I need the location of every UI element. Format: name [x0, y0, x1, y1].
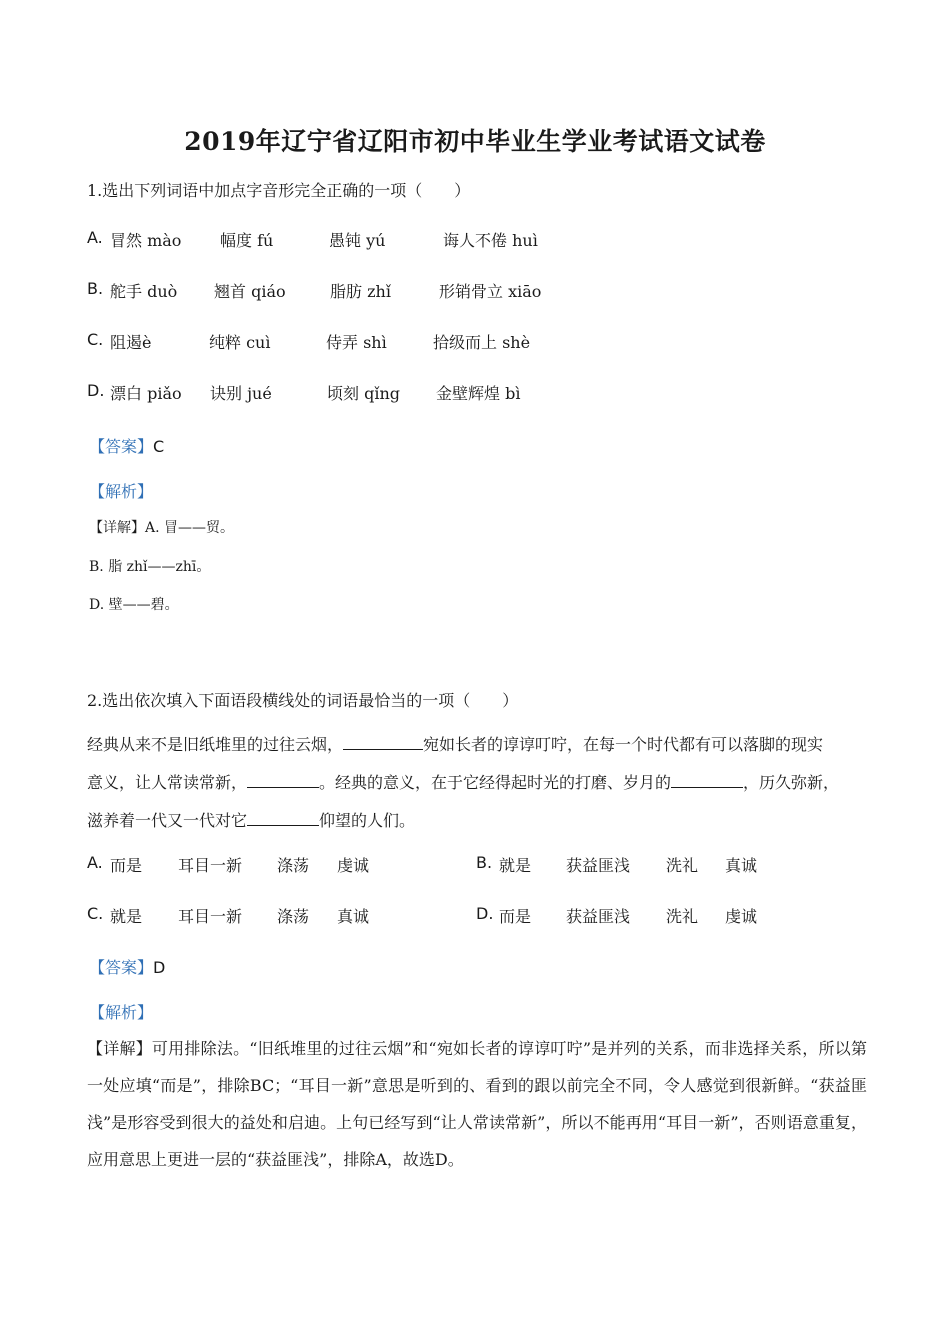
- option-letter: C.: [87, 904, 104, 923]
- q1-c-item-4: 拾级而上 shè: [433, 333, 531, 352]
- q2-d-item-3: 洗礼: [666, 907, 699, 926]
- q2-option-b: [476, 853, 498, 872]
- q1-detail-2: B. 脂 zhǐ——zhī。: [89, 559, 211, 575]
- q1-d-item-4: 金壁辉煌 bì: [436, 384, 521, 403]
- q2-b-item-3: 洗礼: [666, 856, 699, 875]
- detail-text: 可用排除法。“旧纸堆里的过往云烟”和“宛如长者的谆谆叮咛”是并列的关系，而非选择关系，所以第一处应填“而是”，排除BC；“耳目一新”意思是听到的、看到的跟以前完全不同，令人感觉到很新鲜。“获益匪浅”是形容受到很大的益处和启迪。上句已经写到“让人常读常新”，所以不能再用“耳目一新”，否则语意重复，应用意思上更进一层的“获益匪浅”，排除A，故选D。: [87, 1039, 867, 1169]
- q1-analysis-label: 【解析】: [89, 482, 154, 501]
- q1-b-item-4: 形销骨立 xiāo: [439, 282, 542, 301]
- q2-passage-line-1: [87, 732, 823, 755]
- fill-blank-1: [343, 733, 423, 750]
- answer-value: C: [153, 437, 165, 456]
- option-letter: D.: [87, 381, 105, 400]
- answer-value: D: [153, 958, 166, 977]
- answer-label: 【答案】: [89, 437, 154, 456]
- q2-detail-paragraph: [87, 1030, 867, 1178]
- passage-text: 经典从来不是旧纸堆里的过往云烟，: [87, 735, 344, 754]
- q1-c-item-2: 纯粹 cuì: [209, 333, 271, 352]
- passage-text: 滋养着一代又一代对它: [87, 811, 248, 830]
- q1-a-item-2: 幅度 fú: [220, 231, 274, 250]
- q2-a-item-1: 而是: [110, 856, 143, 875]
- q1-option-c: [87, 330, 109, 349]
- q2-b-item-1: 就是: [499, 856, 532, 875]
- q2-passage-line-3: [87, 808, 415, 831]
- option-letter: C.: [87, 330, 104, 349]
- q2-a-item-4: 虔诚: [337, 856, 370, 875]
- q1-d-item-1: 漂白 piǎo: [110, 384, 182, 403]
- q2-c-item-1: 就是: [110, 907, 143, 926]
- q2-c-item-3: 涤荡: [277, 907, 310, 926]
- passage-text: ，历久弥新，: [743, 773, 840, 792]
- q2-option-c: [87, 904, 109, 923]
- passage-text: 宛如长者的谆谆叮咛，在每一个时代都有可以落脚的现实: [423, 735, 824, 754]
- option-letter: A.: [87, 228, 103, 247]
- q1-option-a: [87, 228, 109, 247]
- q2-c-item-4: 真诚: [337, 907, 370, 926]
- q2-passage-line-2: [87, 770, 839, 793]
- q1-a-item-1: 冒然 mào: [110, 231, 182, 250]
- q2-d-item-2: 获益匪浅: [566, 907, 631, 926]
- fill-blank-4: [247, 809, 319, 826]
- q1-b-item-2: 翘首 qiáo: [214, 282, 286, 301]
- option-letter: A.: [87, 853, 103, 872]
- q2-option-a: [87, 853, 109, 872]
- option-letter: B.: [476, 853, 493, 872]
- q1-c-item-3: 侍弄 shì: [326, 333, 387, 352]
- q1-c-item-1: 阻遏è: [110, 333, 152, 352]
- q2-b-item-2: 获益匪浅: [566, 856, 631, 875]
- option-letter: B.: [87, 279, 104, 298]
- q1-a-item-4: 诲人不倦 huì: [443, 231, 538, 250]
- q2-answer: [89, 955, 165, 978]
- detail-label: 【详解】: [87, 1039, 152, 1058]
- q2-a-item-2: 耳目一新: [178, 856, 243, 875]
- passage-text: 意义，让人常读常新，: [87, 773, 248, 792]
- q2-option-d: [476, 904, 499, 923]
- answer-label: 【答案】: [89, 958, 154, 977]
- q1-b-item-1: 舵手 duò: [110, 282, 178, 301]
- q1-b-item-3: 脂肪 zhǐ: [330, 282, 391, 301]
- q1-d-item-3: 顷刻 qǐng: [327, 384, 400, 403]
- q2-analysis-label: 【解析】: [89, 1003, 154, 1022]
- question-2-stem: 2.选出依次填入下面语段横线处的词语最恰当的一项（ ）: [87, 691, 519, 710]
- page-title: 2019年辽宁省辽阳市初中毕业生学业考试语文试卷: [184, 127, 766, 156]
- q1-option-d: [87, 381, 110, 400]
- option-letter: D.: [476, 904, 494, 923]
- q1-detail-3: D. 壁——碧。: [89, 597, 179, 613]
- passage-text: 仰望的人们。: [319, 811, 416, 830]
- q2-a-item-3: 涤荡: [277, 856, 310, 875]
- q2-d-item-4: 虔诚: [725, 907, 758, 926]
- fill-blank-3: [671, 771, 743, 788]
- q2-d-item-1: 而是: [499, 907, 532, 926]
- q2-b-item-4: 真诚: [725, 856, 758, 875]
- q1-answer: [89, 434, 164, 457]
- q1-a-item-3: 愚钝 yú: [329, 231, 386, 250]
- q1-option-b: [87, 279, 109, 298]
- question-1-stem: 1.选出下列词语中加点字音形完全正确的一项（ ）: [87, 181, 471, 200]
- fill-blank-2: [247, 771, 319, 788]
- q1-detail-1: 【详解】A. 冒——贸。: [89, 520, 235, 536]
- passage-text: 。经典的意义，在于它经得起时光的打磨、岁月的: [319, 773, 672, 792]
- q1-d-item-2: 诀别 jué: [210, 384, 272, 403]
- q2-c-item-2: 耳目一新: [178, 907, 243, 926]
